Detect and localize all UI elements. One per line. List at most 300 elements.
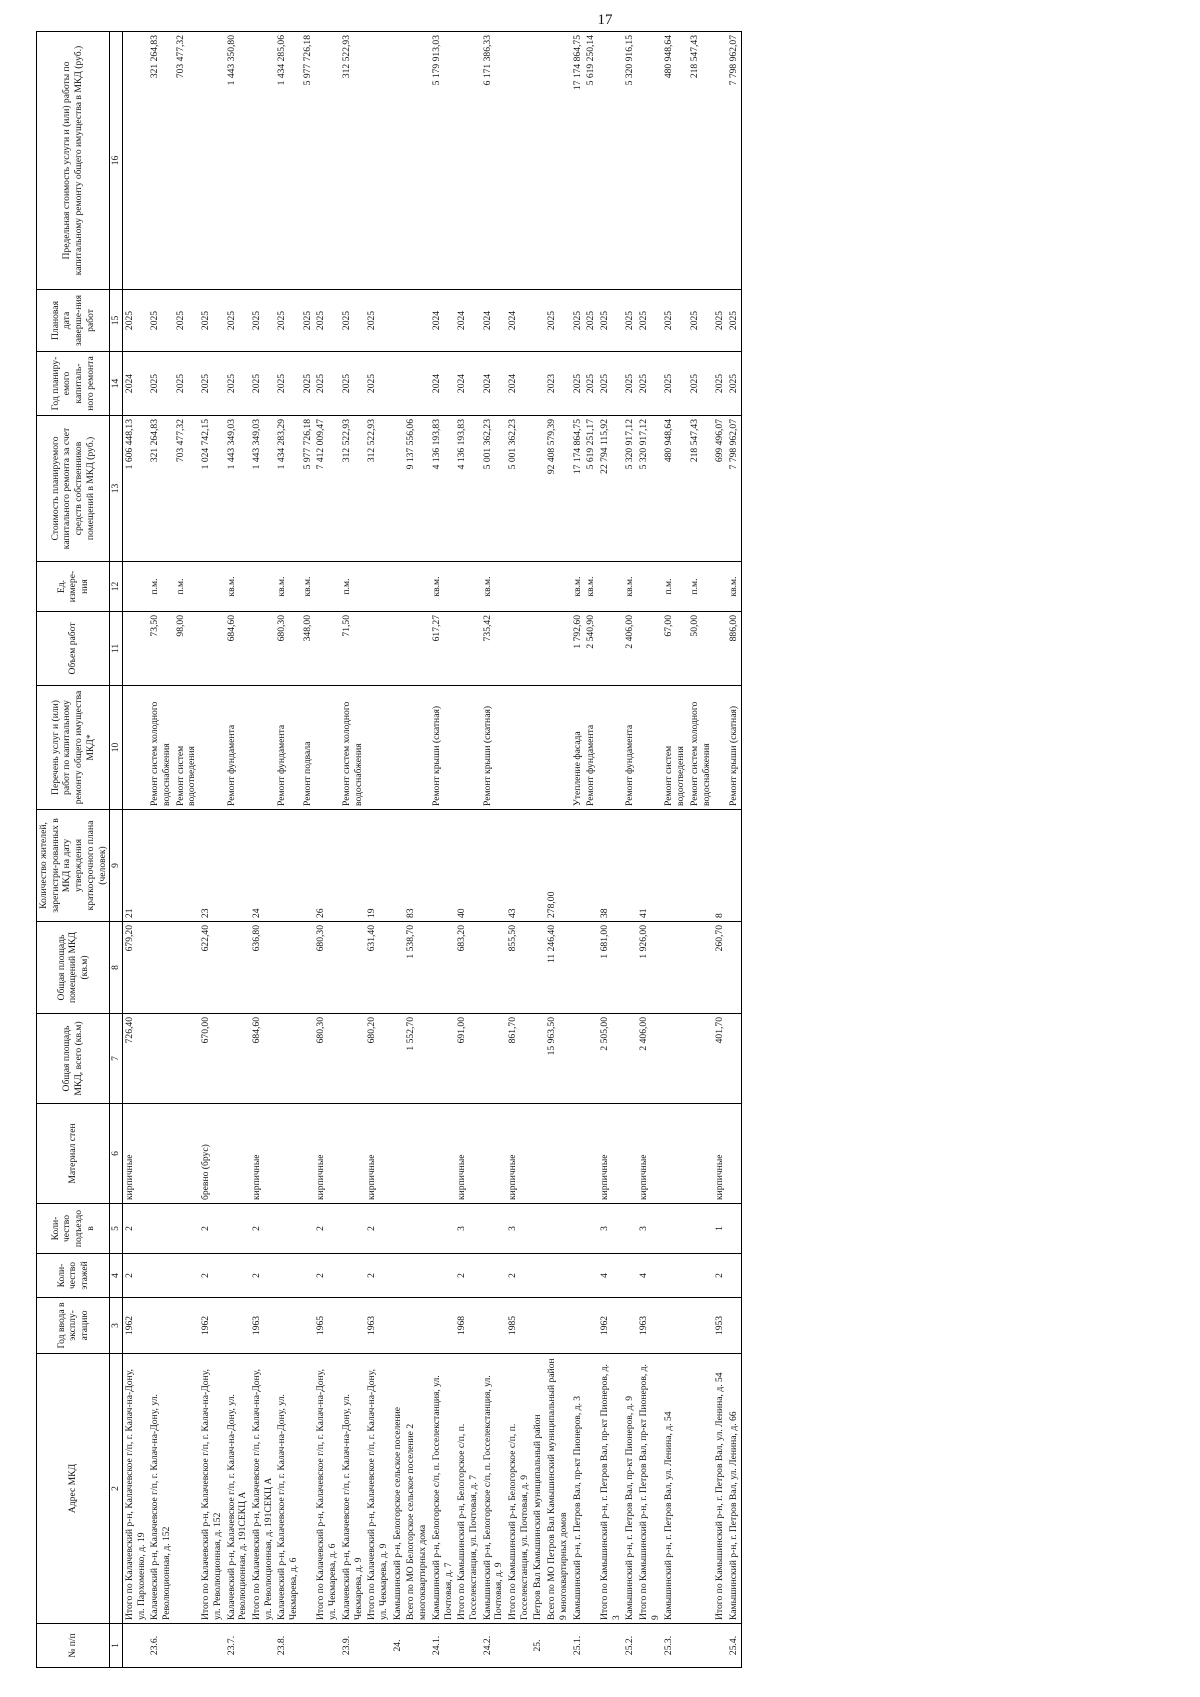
cost-limit-cell — [365, 32, 390, 290]
column-number: 15 — [110, 290, 123, 352]
residents-count-cell: 43 — [506, 810, 531, 922]
completion-year-cell: 2024 — [430, 290, 455, 352]
premises-area-cell: 679,20 — [122, 922, 148, 1014]
floors-cell — [571, 1254, 585, 1298]
unit-cell — [506, 562, 531, 612]
floors-cell — [531, 1254, 545, 1298]
cost-limit-cell: 312 522,93 — [340, 32, 365, 290]
cost-limit-cell: 5 179 913,03 — [430, 32, 455, 290]
repair-year-cell: 2025 — [662, 352, 687, 416]
completion-year-cell: 2025 — [662, 290, 687, 352]
row-number-cell: 24.1. — [430, 1624, 455, 1668]
work-type-cell: Ремонт крыши (скатная) — [481, 686, 506, 810]
cost-limit-cell: 1 443 350,80 — [225, 32, 250, 290]
cost-limit-cell — [506, 32, 531, 290]
cost-limit-cell — [713, 32, 727, 290]
cost-limit-cell: 17 174 864,75 — [571, 32, 585, 290]
col-header: № п/п — [37, 1624, 110, 1668]
completion-year-cell: 2024 — [481, 290, 506, 352]
planned-cost-cell: 1 443 349,03 — [225, 416, 250, 562]
repair-year-cell: 2025 — [713, 352, 727, 416]
entrances-cell — [545, 1204, 570, 1254]
column-number: 9 — [110, 810, 123, 922]
year-built-cell: 1962 — [122, 1298, 148, 1354]
address-cell: Итого по Камышинский р-н, г. Петров Вал, пр-кт Пионеров, д. 9 — [637, 1354, 662, 1624]
cost-limit-cell: 6 171 386,33 — [481, 32, 506, 290]
table-row — [688, 32, 713, 1668]
entrances-cell — [301, 1204, 315, 1254]
work-volume-cell — [199, 612, 224, 686]
residents-count-cell: 40 — [455, 810, 480, 922]
total-area-cell — [430, 1014, 455, 1104]
work-volume-cell: 71,50 — [340, 612, 365, 686]
wall-material-cell — [545, 1104, 570, 1204]
total-area-cell — [688, 1014, 713, 1104]
address-cell: Итого по Калачевский р-н, Калачевское г/п, г. Калач-на-Дону, ул. Пархоменко, д. 19 — [122, 1354, 148, 1624]
residents-count-cell — [174, 810, 199, 922]
work-type-cell: Ремонт фундамента — [275, 686, 300, 810]
table-row — [584, 32, 598, 1668]
planned-cost-cell: 218 547,43 — [688, 416, 713, 562]
entrances-cell — [391, 1204, 405, 1254]
column-number: 10 — [110, 686, 123, 810]
address-cell: Итого по Камышинский р-н, Белогорское с/п, п. Госселекстанция, ул. Почтовая, д. 7 — [455, 1354, 480, 1624]
entrances-cell: 1 — [713, 1204, 727, 1254]
entrances-cell — [584, 1204, 598, 1254]
row-number-cell — [404, 1624, 429, 1668]
entrances-cell: 2 — [250, 1204, 275, 1254]
premises-area-cell: 1 538,70 — [404, 922, 429, 1014]
address-cell: Камышинский р-н, г. Петров Вал, пр-кт Пионеров, д. 3 — [571, 1354, 585, 1624]
wall-material-cell — [174, 1104, 199, 1204]
floors-cell: 2 — [506, 1254, 531, 1298]
entrances-cell — [481, 1204, 506, 1254]
table-row — [199, 32, 224, 1668]
entrances-cell: 2 — [122, 1204, 148, 1254]
row-number-cell — [506, 1624, 531, 1668]
address-cell — [688, 1354, 713, 1624]
wall-material-cell: кирпичные — [506, 1104, 531, 1204]
cost-limit-cell: 321 264,83 — [148, 32, 173, 290]
year-built-cell — [391, 1298, 405, 1354]
wall-material-cell — [301, 1104, 315, 1204]
repair-year-cell: 2024 — [455, 352, 480, 416]
repair-year-cell: 2025 — [148, 352, 173, 416]
wall-material-cell: кирпичные — [637, 1104, 662, 1204]
completion-year-cell — [531, 290, 545, 352]
premises-area-cell: 622,40 — [199, 922, 224, 1014]
entrances-cell — [662, 1204, 687, 1254]
cost-limit-cell: 1 434 285,06 — [275, 32, 300, 290]
work-type-cell — [506, 686, 531, 810]
table-row — [148, 32, 173, 1668]
row-number-cell — [455, 1624, 480, 1668]
wall-material-cell — [275, 1104, 300, 1204]
year-built-cell — [148, 1298, 173, 1354]
floors-cell — [623, 1254, 637, 1298]
row-number-cell — [713, 1624, 727, 1668]
planned-cost-cell: 1 606 448,13 — [122, 416, 148, 562]
row-number-cell: 23.9. — [340, 1624, 365, 1668]
col-header: Количество жителей, зарегистри-рованных в МКД на дату утверждения краткосрочного плана (человек) — [37, 810, 110, 922]
wall-material-cell: кирпичные — [365, 1104, 390, 1204]
cost-limit-cell — [314, 32, 339, 290]
col-header: Материал стен — [37, 1104, 110, 1204]
residents-count-cell — [340, 810, 365, 922]
year-built-cell — [275, 1298, 300, 1354]
entrances-cell: 2 — [365, 1204, 390, 1254]
col-header: Год ввода в эксплу-атацию — [37, 1298, 110, 1354]
entrances-cell: 3 — [598, 1204, 623, 1254]
work-volume-cell: 348,00 — [301, 612, 315, 686]
year-built-cell: 1963 — [250, 1298, 275, 1354]
planned-cost-cell: 7 798 962,07 — [727, 416, 741, 562]
floors-cell — [275, 1254, 300, 1298]
completion-year-cell: 2025 — [340, 290, 365, 352]
floors-cell — [225, 1254, 250, 1298]
planned-cost-cell: 312 522,93 — [340, 416, 365, 562]
completion-year-cell: 2025 — [571, 290, 585, 352]
unit-cell — [404, 562, 429, 612]
unit-cell: кв.м. — [571, 562, 585, 612]
total-area-cell — [481, 1014, 506, 1104]
floors-cell: 2 — [199, 1254, 224, 1298]
wall-material-cell — [662, 1104, 687, 1204]
column-number-row — [110, 32, 123, 1668]
unit-cell: п.м. — [148, 562, 173, 612]
table-row — [430, 32, 455, 1668]
unit-cell — [531, 562, 545, 612]
entrances-cell: 2 — [314, 1204, 339, 1254]
planned-cost-cell: 321 264,83 — [148, 416, 173, 562]
cost-limit-cell — [391, 32, 405, 290]
table-row — [340, 32, 365, 1668]
floors-cell — [688, 1254, 713, 1298]
row-number-cell — [365, 1624, 390, 1668]
table-row — [314, 32, 339, 1668]
cost-limit-cell: 480 948,64 — [662, 32, 687, 290]
planned-cost-cell: 5 001 362,23 — [506, 416, 531, 562]
col-header: Предельная стоимость услуги и (или) работы по капитальному ремонту общего имущества в МКД (руб.) — [37, 32, 110, 290]
work-type-cell — [365, 686, 390, 810]
wall-material-cell — [391, 1104, 405, 1204]
column-number: 16 — [110, 32, 123, 290]
unit-cell: кв.м. — [430, 562, 455, 612]
row-number-cell: 23.6. — [148, 1624, 173, 1668]
repair-year-cell: 2025 — [199, 352, 224, 416]
wall-material-cell — [584, 1104, 598, 1204]
wall-material-cell: бревно (брус) — [199, 1104, 224, 1204]
col-header: Общая площадь МКД, всего (кв.м) — [37, 1014, 110, 1104]
repair-year-cell — [404, 352, 429, 416]
col-header: Общая площадь помещений МКД (кв.м) — [37, 922, 110, 1014]
total-area-cell — [225, 1014, 250, 1104]
repair-year-cell: 2024 — [430, 352, 455, 416]
cost-limit-cell — [455, 32, 480, 290]
row-number-cell — [301, 1624, 315, 1668]
floors-cell — [584, 1254, 598, 1298]
work-type-cell: Ремонт систем холодного водоснабжения — [340, 686, 365, 810]
premises-area-cell — [571, 922, 585, 1014]
unit-cell: кв.м. — [225, 562, 250, 612]
floors-cell: 2 — [314, 1254, 339, 1298]
unit-cell — [199, 562, 224, 612]
residents-count-cell: 21 — [122, 810, 148, 922]
address-cell: Камышинский р-н, г. Петров Вал, ул. Ленина, д. 54 — [662, 1354, 687, 1624]
entrances-cell — [225, 1204, 250, 1254]
work-type-cell — [122, 686, 148, 810]
floors-cell — [301, 1254, 315, 1298]
row-number-cell — [122, 1624, 148, 1668]
column-number: 8 — [110, 922, 123, 1014]
address-cell: Камышинский р-н, г. Петров Вал, пр-кт Пионеров, д. 9 — [623, 1354, 637, 1624]
total-area-cell — [148, 1014, 173, 1104]
unit-cell: кв.м. — [481, 562, 506, 612]
address-cell: Калачевский р-н, Калачевское г/п, г. Калач-на-Дону, ул. Революционная, д. 191СЕКЦ А — [225, 1354, 250, 1624]
row-number-cell: 25.1. — [571, 1624, 585, 1668]
table-row — [404, 32, 429, 1668]
table-row — [713, 32, 727, 1668]
year-built-cell — [531, 1298, 545, 1354]
work-volume-cell — [506, 612, 531, 686]
entrances-cell — [531, 1204, 545, 1254]
row-number-cell: 24. — [391, 1624, 405, 1668]
unit-cell — [250, 562, 275, 612]
address-cell — [584, 1354, 598, 1624]
wall-material-cell — [531, 1104, 545, 1204]
wall-material-cell — [225, 1104, 250, 1204]
year-built-cell: 1962 — [199, 1298, 224, 1354]
residents-count-cell — [662, 810, 687, 922]
address-cell: Камышинский р-н, г. Петров Вал, ул. Ленина, д. 66 — [727, 1354, 741, 1624]
address-cell: Итого по Калачевский р-н, Калачевское г/п, г. Калач-на-Дону, ул. Чекмарева, д. 6 — [314, 1354, 339, 1624]
row-number-cell: 25.4. — [727, 1624, 741, 1668]
total-area-cell: 861,70 — [506, 1014, 531, 1104]
work-volume-cell: 735,42 — [481, 612, 506, 686]
row-number-cell — [584, 1624, 598, 1668]
residents-count-cell — [531, 810, 545, 922]
completion-year-cell: 2025 — [713, 290, 727, 352]
col-header: Год планиру-емого капиталь-ного ремонта — [37, 352, 110, 416]
table-row — [637, 32, 662, 1668]
work-volume-cell — [250, 612, 275, 686]
year-built-cell — [301, 1298, 315, 1354]
address-cell: Итого по Камышинский р-н, г. Петров Вал, ул. Ленина, д. 54 — [713, 1354, 727, 1624]
work-volume-cell — [713, 612, 727, 686]
col-header: Плановая дата заверше-ния работ — [37, 290, 110, 352]
address-cell: Калачевский р-н, Калачевское г/п, г. Калач-на-Дону, ул. Чекмарева, д. 9 — [340, 1354, 365, 1624]
work-type-cell — [598, 686, 623, 810]
row-number-cell — [250, 1624, 275, 1668]
unit-cell: кв.м. — [727, 562, 741, 612]
entrances-cell — [174, 1204, 199, 1254]
wall-material-cell: кирпичные — [455, 1104, 480, 1204]
cost-limit-cell — [545, 32, 570, 290]
unit-cell: кв.м. — [584, 562, 598, 612]
completion-year-cell: 2025 — [598, 290, 623, 352]
work-type-cell — [404, 686, 429, 810]
total-area-cell — [340, 1014, 365, 1104]
total-area-cell — [571, 1014, 585, 1104]
residents-count-cell: 83 — [404, 810, 429, 922]
completion-year-cell: 2025 — [314, 290, 339, 352]
total-area-cell: 2 406,00 — [637, 1014, 662, 1104]
cost-limit-cell — [250, 32, 275, 290]
work-type-cell: Ремонт крыши (скатная) — [430, 686, 455, 810]
year-built-cell — [481, 1298, 506, 1354]
table-row — [275, 32, 300, 1668]
total-area-cell — [174, 1014, 199, 1104]
work-type-cell: Ремонт систем водоотведения — [662, 686, 687, 810]
unit-cell: п.м. — [662, 562, 687, 612]
wall-material-cell — [430, 1104, 455, 1204]
residents-count-cell — [225, 810, 250, 922]
year-built-cell — [340, 1298, 365, 1354]
col-header: Перечень услуг и (или) работ по капитальному ремонту общего имущества МКД* — [37, 686, 110, 810]
work-volume-cell — [365, 612, 390, 686]
table-row — [250, 32, 275, 1668]
row-number-cell: 25.2. — [623, 1624, 637, 1668]
total-area-cell — [531, 1014, 545, 1104]
col-header: Коли-чество подъездо в — [37, 1204, 110, 1254]
year-built-cell: 1963 — [637, 1298, 662, 1354]
work-volume-cell: 680,30 — [275, 612, 300, 686]
repair-year-cell: 2025 — [571, 352, 585, 416]
address-cell: Итого по Камышинский р-н, Белогорское с/п, п. Госселекстанция, ул. Почтовая, д. 9 — [506, 1354, 531, 1624]
premises-area-cell: 680,30 — [314, 922, 339, 1014]
table-row — [391, 32, 405, 1668]
residents-count-cell — [481, 810, 506, 922]
address-cell: Всего по МО Петров Вал Камышинский муниципальный район 9 многоквартирных домов — [545, 1354, 570, 1624]
repair-year-cell: 2023 — [545, 352, 570, 416]
floors-cell: 2 — [250, 1254, 275, 1298]
wall-material-cell: кирпичные — [598, 1104, 623, 1204]
year-built-cell: 1953 — [713, 1298, 727, 1354]
work-volume-cell — [455, 612, 480, 686]
cost-limit-cell: 7 798 962,07 — [727, 32, 741, 290]
completion-year-cell: 2025 — [199, 290, 224, 352]
row-number-cell — [598, 1624, 623, 1668]
address-cell: Калачевский р-н, Калачевское г/п, г. Калач-на-Дону, ул. Революционная, д. 152 — [148, 1354, 173, 1624]
work-type-cell — [545, 686, 570, 810]
column-number: 6 — [110, 1104, 123, 1204]
work-volume-cell — [637, 612, 662, 686]
work-type-cell — [713, 686, 727, 810]
floors-cell: 2 — [122, 1254, 148, 1298]
repair-year-cell: 2025 — [598, 352, 623, 416]
premises-area-cell — [531, 922, 545, 1014]
wall-material-cell — [340, 1104, 365, 1204]
repair-year-cell: 2025 — [623, 352, 637, 416]
floors-cell: 2 — [365, 1254, 390, 1298]
floors-cell: 4 — [637, 1254, 662, 1298]
row-number-cell — [688, 1624, 713, 1668]
work-type-cell — [250, 686, 275, 810]
row-number-cell — [637, 1624, 662, 1668]
residents-count-cell: 8 — [713, 810, 727, 922]
unit-cell: кв.м. — [623, 562, 637, 612]
work-type-cell: Ремонт крыши (скатная) — [727, 686, 741, 810]
address-cell: Итого по Калачевский р-н, Калачевское г/п, г. Калач-на-Дону, ул. Революционная, д. 191СЕКЦ А — [250, 1354, 275, 1624]
work-volume-cell: 98,00 — [174, 612, 199, 686]
entrances-cell — [340, 1204, 365, 1254]
residents-count-cell: 26 — [314, 810, 339, 922]
planned-cost-cell: 5 320 917,12 — [637, 416, 662, 562]
column-number: 11 — [110, 612, 123, 686]
wall-material-cell — [688, 1104, 713, 1204]
address-cell: Камышинский р-н, Белогорское с/п, п. Госселекстанция, ул. Почтовая, д. 9 — [481, 1354, 506, 1624]
completion-year-cell: 2025 — [122, 290, 148, 352]
work-volume-cell — [545, 612, 570, 686]
repair-year-cell: 2025 — [174, 352, 199, 416]
floors-cell — [174, 1254, 199, 1298]
cost-limit-cell: 218 547,43 — [688, 32, 713, 290]
repair-year-cell: 2025 — [584, 352, 598, 416]
work-type-cell: Ремонт систем холодного водоснабжения — [688, 686, 713, 810]
floors-cell: 2 — [713, 1254, 727, 1298]
completion-year-cell: 2025 — [688, 290, 713, 352]
header-row — [37, 32, 110, 1668]
repair-year-cell — [391, 352, 405, 416]
work-volume-cell — [531, 612, 545, 686]
total-area-cell — [301, 1014, 315, 1104]
planned-cost-cell — [531, 416, 545, 562]
planned-cost-cell: 699 496,07 — [713, 416, 727, 562]
planned-cost-cell: 5 619 251,17 — [584, 416, 598, 562]
entrances-cell — [404, 1204, 429, 1254]
unit-cell: кв.м. — [301, 562, 315, 612]
repair-year-cell: 2025 — [727, 352, 741, 416]
wall-material-cell — [404, 1104, 429, 1204]
total-area-cell — [391, 1014, 405, 1104]
completion-year-cell: 2025 — [727, 290, 741, 352]
address-cell: Итого по Калачевский р-н, Калачевское г/п, г. Калач-на-Дону, ул. Революционная, д. 152 — [199, 1354, 224, 1624]
repair-plan-table — [36, 31, 742, 1668]
completion-year-cell: 2025 — [584, 290, 598, 352]
repair-year-cell — [531, 352, 545, 416]
completion-year-cell: 2025 — [250, 290, 275, 352]
premises-area-cell — [688, 922, 713, 1014]
premises-area-cell: 855,50 — [506, 922, 531, 1014]
total-area-cell: 691,00 — [455, 1014, 480, 1104]
premises-area-cell: 11 246,40 — [545, 922, 570, 1014]
planned-cost-cell: 5 001 362,23 — [481, 416, 506, 562]
floors-cell — [148, 1254, 173, 1298]
column-number: 7 — [110, 1014, 123, 1104]
cost-limit-cell: 5 977 726,18 — [301, 32, 315, 290]
planned-cost-cell: 1 024 742,15 — [199, 416, 224, 562]
column-number: 12 — [110, 562, 123, 612]
total-area-cell — [623, 1014, 637, 1104]
completion-year-cell: 2025 — [623, 290, 637, 352]
row-number-cell: 25.3. — [662, 1624, 687, 1668]
unit-cell — [314, 562, 339, 612]
floors-cell — [340, 1254, 365, 1298]
wall-material-cell — [727, 1104, 741, 1204]
row-number-cell — [199, 1624, 224, 1668]
work-type-cell — [531, 686, 545, 810]
completion-year-cell: 2025 — [225, 290, 250, 352]
premises-area-cell — [481, 922, 506, 1014]
completion-year-cell: 2025 — [275, 290, 300, 352]
work-volume-cell: 684,60 — [225, 612, 250, 686]
table-row — [571, 32, 585, 1668]
residents-count-cell: 38 — [598, 810, 623, 922]
address-cell: Камышинский р-н, Белогорское сельское поселение — [391, 1354, 405, 1624]
total-area-cell: 2 505,00 — [598, 1014, 623, 1104]
floors-cell — [662, 1254, 687, 1298]
premises-area-cell — [584, 922, 598, 1014]
